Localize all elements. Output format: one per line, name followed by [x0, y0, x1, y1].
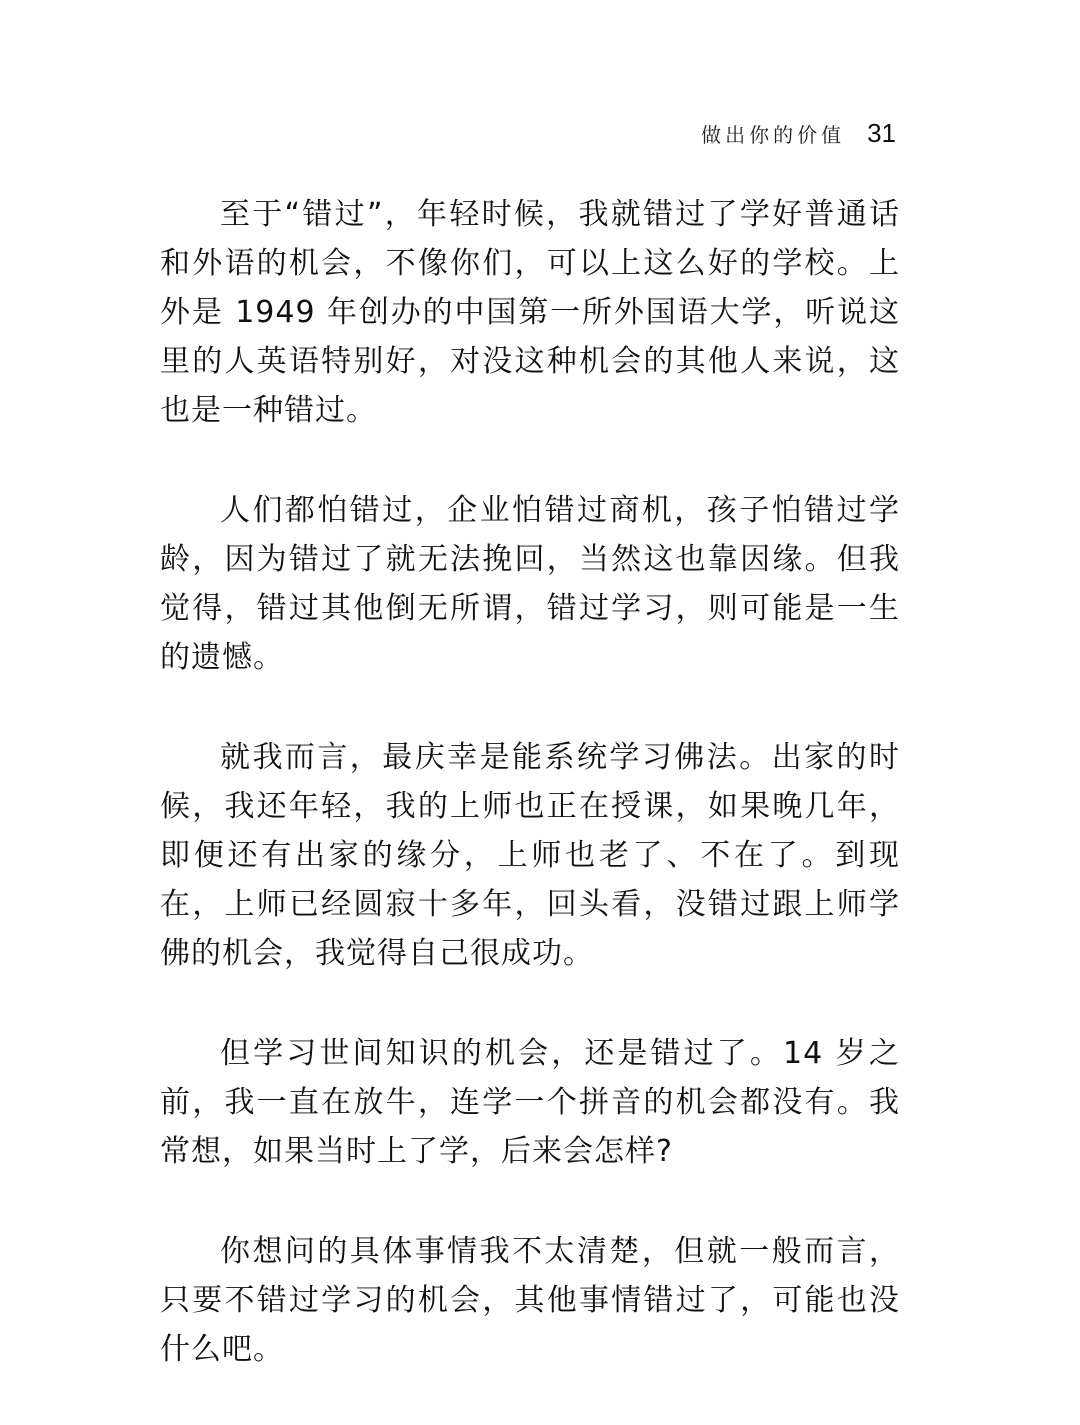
header-title: 做出你的价值 [701, 123, 846, 147]
body-text [160, 190, 900, 1425]
running-header [701, 118, 896, 149]
paragraph: 你想问的具体事情我不太清楚，但就一般而言，只要不错过学习的机会，其他事情错过了，可能也没什么吧。 [160, 1234, 900, 1367]
page-number: 31 [867, 118, 896, 148]
paragraph: 至于“错过”，年轻时候，我就错过了学好普通话和外语的机会，不像你们，可以上这么好的学校。上外是 1949 年创办的中国第一所外国语大学，听说这里的人英语特别好，对没这种机会的其他人来说，这也是一种错过。 [160, 197, 900, 428]
paragraph: 人们都怕错过，企业怕错过商机，孩子怕错过学龄，因为错过了就无法挽回，当然这也靠因缘。但我觉得，错过其他倒无所谓，错过学习，则可能是一生的遗憾。 [160, 493, 900, 675]
paragraph: 但学习世间知识的机会，还是错过了。14 岁之前，我一直在放牛，连学一个拼音的机会都没有。我常想，如果当时上了学，后来会怎样? [160, 1036, 900, 1169]
paragraph: 就我而言，最庆幸是能系统学习佛法。出家的时候，我还年轻，我的上师也正在授课，如果晚几年，即便还有出家的缘分，上师也老了、不在了。到现在，上师已经圆寂十多年，回头看，没错过跟上师学佛的机会，我觉得自己很成功。 [160, 740, 900, 971]
